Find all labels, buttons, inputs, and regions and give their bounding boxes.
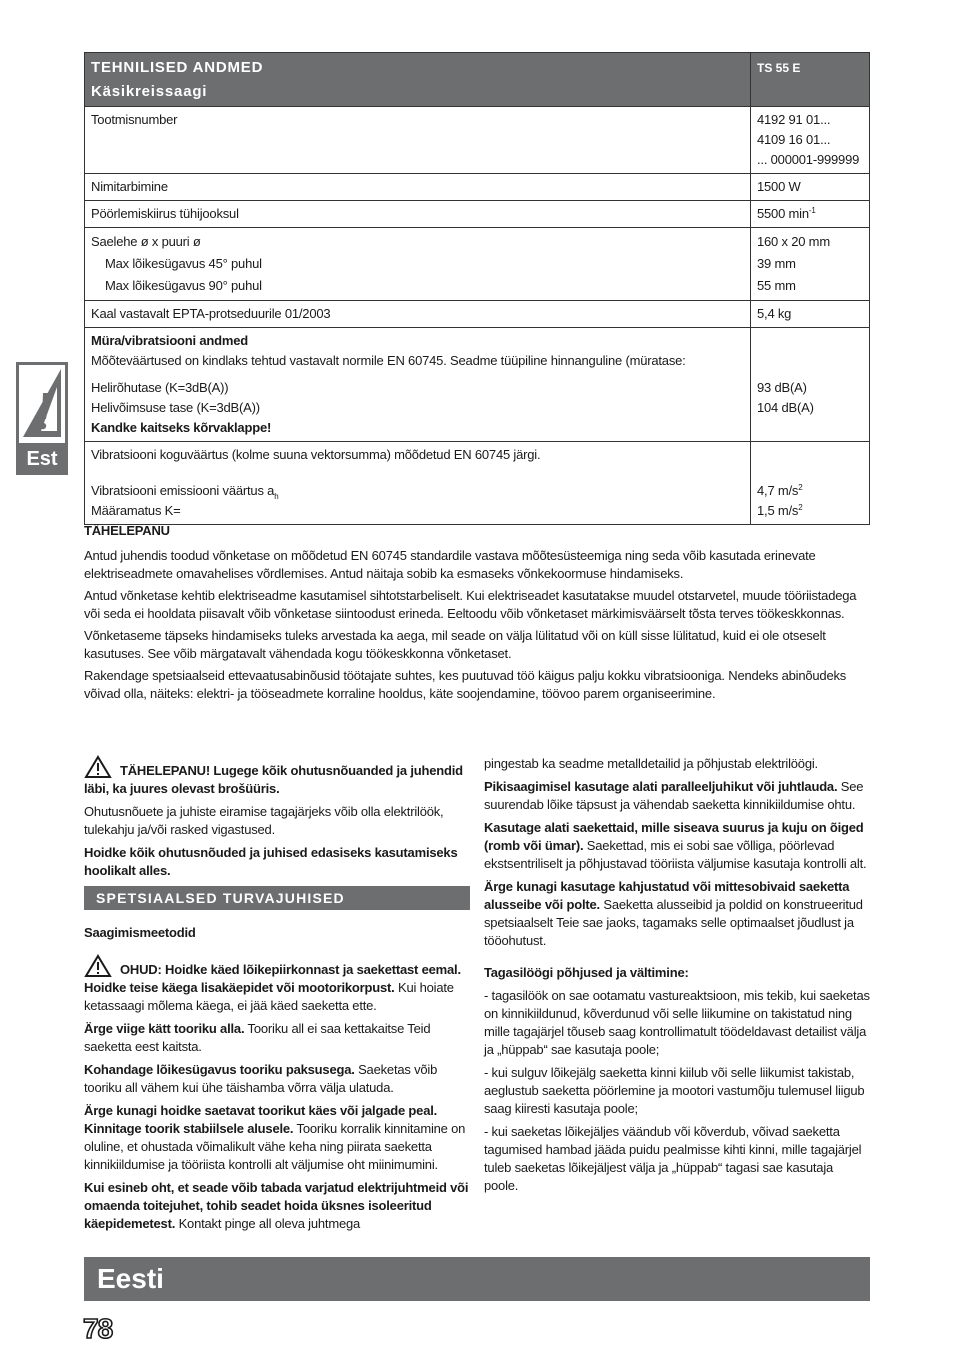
rated-power-value: 1500 W: [751, 174, 870, 201]
language-label: Est: [26, 448, 58, 470]
uncertainty-row: [757, 501, 863, 521]
vibration-cell: [85, 442, 751, 525]
blade-values: [751, 228, 870, 301]
noise-title: Müra/vibratsiooni andmed: [91, 333, 249, 348]
notice-section: [84, 522, 870, 707]
vibration-emission-sub: h: [274, 492, 279, 501]
reach-paragraph: [84, 1020, 470, 1056]
sound-pressure-label: Helirõhutase (K=3dB(A)): [91, 380, 229, 395]
hold-paragraph: [84, 1102, 470, 1174]
weight-value: 5,4 kg: [751, 301, 870, 328]
rip-paragraph: [484, 778, 870, 814]
noise-cell: [85, 328, 751, 442]
vibration-values: [751, 442, 870, 525]
vibration-emission-row: [757, 481, 863, 501]
speed-exponent: -1: [808, 206, 816, 215]
notice-paragraph: Rakendage spetsiaalseid ettevaatusabinõusid töötajate suhtes, kes puutuvad töö käigus palju kokku vibratsiooniga. Nendeks abinõudeks võivad olla, näiteks: elektri- ja tööseadmete korraline hooldus, käte soojendamine, töövoo parem organiseerimine.: [84, 668, 847, 701]
product-number-values: [751, 107, 870, 174]
table-row: [85, 301, 870, 328]
table-row: [85, 228, 870, 301]
sawing-title: Saagimismeetodid: [84, 925, 196, 940]
product-number-value: ... 000001-999999: [757, 152, 860, 167]
washer-bold: Ärge kunagi kasutage kahjustatud või mittesobivaid saeketta alusseibe või polte.: [484, 879, 850, 912]
washer-text: Saeketta alusseibid ja poldid on konstrueeritud spetsiaalselt Teie sae jaoks, tagamaks selle optimaalset jõudlust ja tööohutust.: [484, 897, 863, 948]
blade-cell: [85, 228, 751, 301]
hold-text: Tooriku korralik kinnitamine on oluline, et ohustada võimalikult vähe keha ning piirata saeketta kinnikiildumise ja tööriista kontrolli alt väljumise oht miinimumini.: [84, 1121, 466, 1172]
depth90-label: Max lõikesügavus 90° puhul: [105, 278, 262, 293]
arbor-bold: Kasutage alati saekettaid, mille siseava suurus ja kuju on õiged (romb või ümar).: [484, 820, 864, 853]
spec-header-row: [85, 53, 870, 107]
blade-label: Saelehe ø x puuri ø: [91, 234, 201, 249]
vibration-emission-label-row: [91, 481, 744, 501]
hold-bold: Ärge kunagi hoidke saetavat toorikut käes või jalgade peal. Kinnitage toorik stabiilsele alusele.: [84, 1103, 438, 1136]
spec-model: TS 55 E: [751, 53, 870, 107]
warning-triangle-icon: [84, 954, 112, 978]
speed-cell: [751, 201, 870, 228]
depth-paragraph: [84, 1061, 470, 1097]
arbor-paragraph: [484, 819, 870, 873]
table-row: [85, 328, 870, 442]
rated-power-label: Nimitarbimine: [85, 174, 751, 201]
warning-text: Ohutusnõuete ja juhiste eiramise tagajärjeks võib olla elektrilöök, tulekahju ja/või rasked vigastused.: [84, 804, 444, 837]
spacer: [757, 445, 863, 481]
danger-text: Kui hoiate ketassaagi mõlema käega, ei jää käed saeketta ette.: [84, 980, 454, 1013]
wire-paragraph: [84, 1179, 470, 1233]
vibration-emission-label: Vibratsiooni emissiooni väärtus a: [91, 483, 275, 498]
keep-instructions: Hoidke kõik ohutusnõuded ja juhised edasiseks kasutamiseks hoolikalt alles.: [84, 845, 458, 878]
spec-header-cell: [85, 53, 751, 107]
danger-paragraph: [84, 954, 470, 1015]
kickback-item: - kui sulguv lõikejälg saeketta kinni kiilub või selle liikumist takistab, aeglustub saeketta pöörlemine ja mootori vastumõju tulemusel liigub saag kiiresti kasutaja poole;: [484, 1065, 865, 1116]
weight-label: Kaal vastavalt EPTA-protseduurile 01/2003: [85, 301, 751, 328]
depth45-value: 39 mm: [757, 256, 796, 271]
vibration-emission-value: 4,7 m/s: [757, 483, 799, 498]
table-row: [85, 442, 870, 525]
rip-bold: Pikisaagimisel kasutage alati paralleeljuhikut või juhtlauda.: [484, 779, 838, 794]
sound-power-value: 104 dB(A): [757, 400, 814, 415]
wire-text: Kontakt pinge all oleva juhtmega: [178, 1216, 361, 1231]
rip-text: See suurendab lõike täpsust ja vähendab saeketta kinnikiildumise ohtu.: [484, 779, 864, 812]
squared-exponent: 2: [798, 503, 803, 512]
left-column: [84, 755, 470, 1238]
speed-label: Pöörlemiskiirus tühijooksul: [85, 201, 751, 228]
table-row: [85, 201, 870, 228]
continued-text: pingestab ka seadme metalldetailid ja põhjustab elektrilöögi.: [484, 756, 818, 771]
noise-desc: Mõõteväärtused on kindlaks tehtud vastavalt normile EN 60745. Seadme tüüpiline hinnanguline (müratase:: [91, 353, 686, 368]
reach-bold: Ärge viige kätt tooriku alla.: [84, 1021, 245, 1036]
notice-paragraph: Võnketaseme täpseks hindamiseks tuleks arvestada ka aega, mil seade on välja lülitatud või on küll sisse lülitatud, kuid ei ole otseselt kasutuses. See võib märgatavalt vähendada kogu töökeskkonna võnketaset.: [84, 628, 826, 661]
spacer: [757, 331, 863, 378]
wire-bold: Kui esineb oht, et seade võib tabada varjatud elektrijuhtmeid või omaenda toitejuhet, tohib seadet hoida üksnes isoleeritud käepidemetest.: [84, 1180, 469, 1231]
table-row: [85, 107, 870, 174]
section-title: SPETSIAALSED TURVAJUHISED: [84, 886, 470, 910]
depth-bold: Kohandage lõikesügavus tooriku paksusega.: [84, 1062, 355, 1077]
washer-paragraph: [484, 878, 870, 950]
reach-text: Tooriku all ei saa kettakaitse Teid saeketta eest kaitsta.: [84, 1021, 431, 1054]
depth-text: Saeketas võib tooriku all vähem kui ühe täishamba võrra välja ulatuda.: [84, 1062, 438, 1095]
kickback-item: - kui saeketas lõikejäljes väändub või kõverdub, võivad saeketta tagumised hambad jääda puidu pealmisse kihti kinni, mille tagajärjel tuleb saeketas lõikejäljest välja ja „hüppab“ tagasi sae kasutaja poole.: [484, 1124, 862, 1193]
spec-title: TEHNILISED ANDMED: [91, 59, 264, 76]
warning-paragraph: [84, 755, 470, 798]
ear-protection-note: Kandke kaitseks kõrvaklappe!: [91, 420, 272, 435]
uncertainty-label: Määramatus K=: [91, 503, 181, 518]
spec-subtitle: Käsikreissaagi: [91, 83, 208, 100]
kickback-title: Tagasilöögi põhjused ja vältimine:: [484, 965, 689, 980]
notice-paragraph: Antud võnketase kehtib elektriseadme kasutamisel sihtotstarbeliselt. Kui elektriseadet kasutatakse muudel otstarvetel, muude tööriistadega või seda ei hooldata piisavalt võib võnketase siintoodust erineda. Eeltoodu võib võnketaset märkimisväärselt tõsta terves töökeskkonnas.: [84, 588, 857, 621]
page-number: 78: [83, 1313, 113, 1344]
warning-bold: TÄHELEPANU! Lugege kõik ohutusnõuanded ja juhendid läbi, ka juures olevast brošüüris.: [84, 763, 463, 796]
language-side-tab: [16, 362, 68, 475]
depth90-value: 55 mm: [757, 278, 796, 293]
uncertainty-value: 1,5 m/s: [757, 503, 799, 518]
speed-value: 5500 min: [757, 206, 809, 221]
warning-triangle-icon: [84, 755, 112, 779]
vibration-desc: Vibratsiooni koguväärtus (kolme suuna vektorsumma) mõõdetud EN 60745 järgi.: [91, 447, 541, 462]
sound-pressure-value: 93 dB(A): [757, 380, 807, 395]
kickback-item: - tagasilöök on sae ootamatu vastureaktsioon, mis tekib, kui saeketas on kinnikiildunud, kõverdunud või selle liikumine on takistatud ning mille tagajärjel tõuseb saag kontrollimatult töödeldavast detailist välja ja „hüppab“ sae kasutaja poole;: [484, 988, 870, 1057]
squared-exponent: 2: [798, 483, 803, 492]
footer-language-bar: [84, 1257, 870, 1301]
noise-values: [751, 328, 870, 442]
sound-power-label: Helivõimsuse tase (K=3dB(A)): [91, 400, 260, 415]
product-number-label: Tootmisnumber: [85, 107, 751, 174]
spec-table: [84, 52, 870, 525]
danger-bold: OHUD: Hoidke käed lõikepiirkonnast ja saekettast eemal. Hoidke teise käega lisakäepidet või mootorikorpust.: [84, 962, 461, 995]
depth45-label: Max lõikesügavus 45° puhul: [105, 256, 262, 271]
footer-title: Eesti: [97, 1263, 164, 1294]
product-number-value: 4192 91 01...: [757, 112, 831, 127]
warning-icon: [19, 365, 65, 443]
table-row: [85, 174, 870, 201]
notice-title: TÄHELEPANU: [84, 523, 170, 538]
product-number-value: 4109 16 01...: [757, 132, 831, 147]
arbor-text: Saekettad, mis ei sobi sae võlliga, pöörlevad ekstsentriliselt ja põhjustavad tööriista väljumise kasutaja kontrolli alt.: [484, 838, 867, 871]
right-column: [484, 755, 870, 1200]
blade-value: 160 x 20 mm: [757, 234, 830, 249]
notice-paragraph: Antud juhendis toodud võnketase on mõõdetud EN 60745 standardile vastava mõõtesüsteemiga ning seda võib kasutada erinevate elektriseadmete omavahelises võrdlemises. Antud näitaja sobib ka esmaseks võnkekoormuse hindamiseks.: [84, 548, 816, 581]
